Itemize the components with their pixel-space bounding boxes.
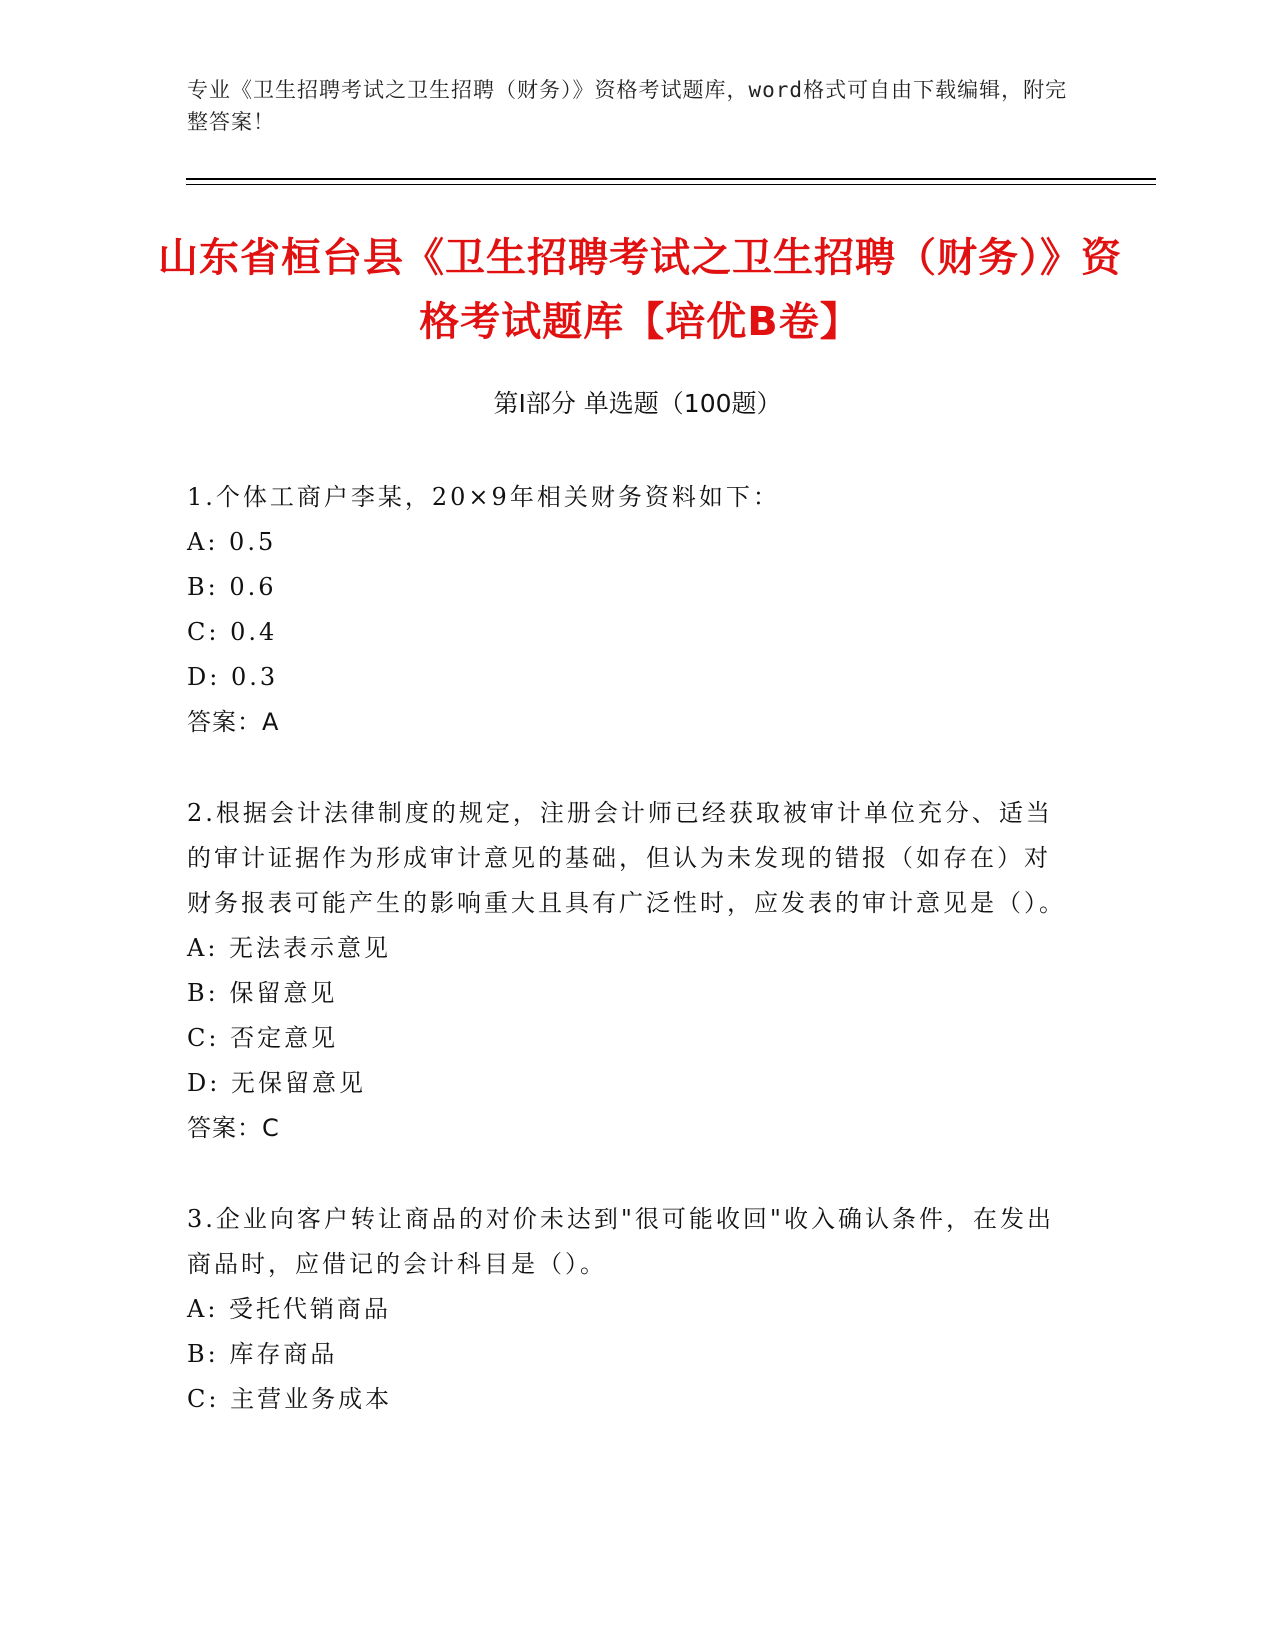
question-2 xyxy=(187,791,1067,1151)
document-title: 山东省桓台县《卫生招聘考试之卫生招聘（财务）》资格考试题库【培优B卷】 xyxy=(158,235,1122,345)
question-list xyxy=(187,475,1067,1468)
question-stem: 1.个体工商户李某，20×9年相关财务资料如下： xyxy=(187,483,780,511)
header-note: 专业《卫生招聘考试之卫生招聘（财务）》资格考试题库，word格式可自由下载编辑，附完整答案！ xyxy=(187,78,1068,134)
option-a: A: 无法表示意见 xyxy=(187,934,392,962)
option-b: B: 0.6 xyxy=(187,573,277,601)
option-b: B: 保留意见 xyxy=(187,979,338,1007)
option-c: C: 主营业务成本 xyxy=(187,1385,393,1413)
question-stem: 2.根据会计法律制度的规定，注册会计师已经获取被审计单位充分、适当的审计证据作为形成审计意见的基础，但认为未发现的错报（如存在）对财务报表可能产生的影响重大且具有广泛性时，应发表的审计意见是（）。 xyxy=(187,799,1066,917)
question-3 xyxy=(187,1197,1067,1422)
option-c: C: 否定意见 xyxy=(187,1024,339,1052)
option-b: B: 库存商品 xyxy=(187,1340,338,1368)
option-c: C: 0.4 xyxy=(187,618,278,646)
question-stem: 3.企业向客户转让商品的对价未达到"很可能收回"收入确认条件，在发出商品时，应借记的会计科目是（）。 xyxy=(187,1205,1054,1278)
section-title: 第Ⅰ部分 单选题（100题） xyxy=(493,389,782,418)
header-divider-thin xyxy=(186,184,1156,185)
question-1 xyxy=(187,475,1067,745)
header-divider-thick xyxy=(186,178,1156,180)
option-a: A: 受托代销商品 xyxy=(187,1295,392,1323)
option-d: D: 0.3 xyxy=(187,663,279,691)
option-a: A: 0.5 xyxy=(187,528,277,556)
option-d: D: 无保留意见 xyxy=(187,1069,366,1097)
answer: 答案：C xyxy=(187,1114,280,1142)
answer: 答案：A xyxy=(187,708,280,736)
